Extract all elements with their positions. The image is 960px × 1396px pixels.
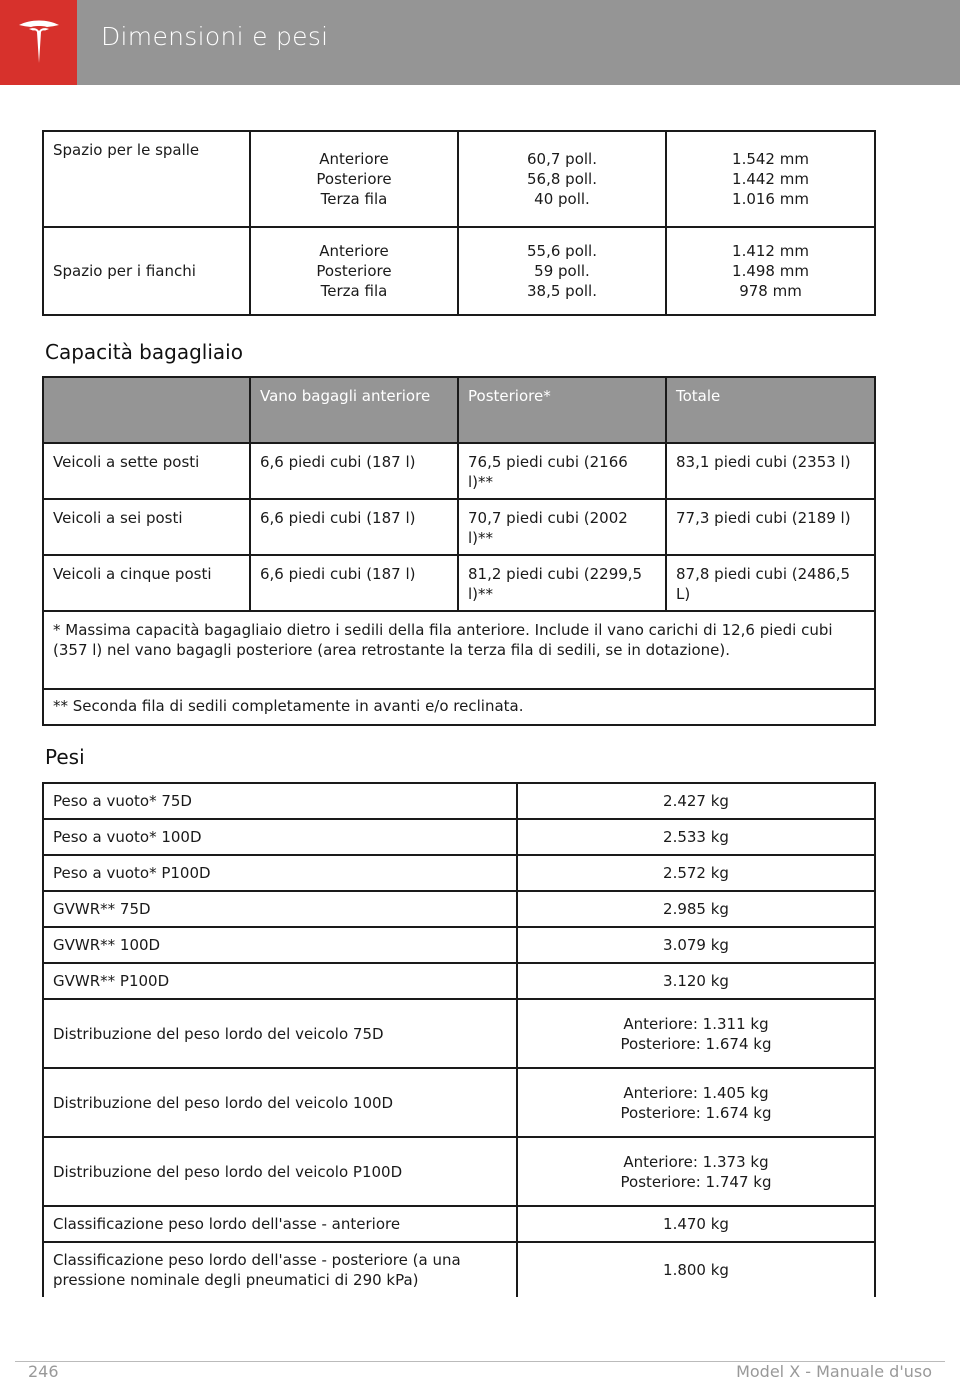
- cell-line: Posteriore: [316, 262, 392, 280]
- weight-label: GVWR** P100D: [43, 963, 517, 999]
- weight-value: [517, 999, 875, 1068]
- table-cell: 83,1 piedi cubi (2353 l): [666, 443, 875, 499]
- table-row: [43, 891, 875, 927]
- weight-value: [517, 1068, 875, 1137]
- tesla-logo: [0, 0, 77, 85]
- table-cell: Veicoli a sei posti: [43, 499, 250, 555]
- weight-value: 2.427 kg: [517, 783, 875, 819]
- table-row: [43, 999, 875, 1068]
- inches-cell: [458, 227, 666, 315]
- table-row: [43, 783, 875, 819]
- weights-table: [42, 782, 876, 1297]
- weight-value: 2.533 kg: [517, 819, 875, 855]
- cell-line: Posteriore: 1.747 kg: [620, 1172, 772, 1191]
- tesla-logo-icon: [17, 19, 61, 67]
- page-title: Dimensioni e pesi: [101, 22, 329, 51]
- table-row: [43, 227, 875, 315]
- weight-value: 2.985 kg: [517, 891, 875, 927]
- weight-label: Distribuzione del peso lordo del veicolo 75D: [43, 999, 517, 1068]
- table-row: [43, 819, 875, 855]
- cell-line: Anteriore: [319, 150, 389, 168]
- table-cell: 6,6 piedi cubi (187 l): [250, 555, 458, 611]
- mm-cell: [666, 131, 875, 227]
- weight-label: Classificazione peso lordo dell'asse - posteriore (a una pressione nominale degli pneumatici di 290 kPa): [43, 1242, 517, 1297]
- table-row: [43, 443, 875, 499]
- mm-cell: [666, 227, 875, 315]
- cell-line: Posteriore: 1.674 kg: [620, 1103, 772, 1122]
- interior-space-table: [42, 130, 876, 316]
- column-header: [43, 377, 250, 443]
- table-row: [43, 499, 875, 555]
- weight-label: Distribuzione del peso lordo del veicolo P100D: [43, 1137, 517, 1206]
- table-row: [43, 131, 875, 227]
- row-label: Spazio per i fianchi: [43, 227, 250, 315]
- cell-line: 55,6 poll.: [527, 242, 597, 260]
- cell-line: 978 mm: [739, 282, 802, 300]
- column-header: Totale: [666, 377, 875, 443]
- position-cell: [250, 131, 458, 227]
- page-number: 246: [28, 1362, 59, 1381]
- table-cell: 87,8 piedi cubi (2486,5 L): [666, 555, 875, 611]
- weight-label: Peso a vuoto* 100D: [43, 819, 517, 855]
- section-heading-capacity: Capacità bagagliaio: [45, 340, 243, 364]
- cell-line: 40 poll.: [534, 190, 590, 208]
- cell-line: Anteriore: 1.311 kg: [623, 1014, 769, 1033]
- table-row: [43, 1137, 875, 1206]
- table-row: [43, 555, 875, 611]
- cell-line: Terza fila: [320, 282, 388, 300]
- table-row: [43, 611, 875, 689]
- table-cell: Veicoli a cinque posti: [43, 555, 250, 611]
- weight-label: Classificazione peso lordo dell'asse - anteriore: [43, 1206, 517, 1242]
- footnote: * Massima capacità bagagliaio dietro i sedili della fila anteriore. Include il vano carichi di 12,6 piedi cubi (357 l) nel vano bagagli posteriore (area retrostante la terza fila di sedili, se in dotazione).: [43, 611, 875, 689]
- luggage-capacity-table: [42, 376, 876, 726]
- cell-line: 60,7 poll.: [527, 150, 597, 168]
- table-row: [43, 1068, 875, 1137]
- table-header-row: [43, 377, 875, 443]
- table-row: [43, 1242, 875, 1297]
- table-row: [43, 689, 875, 725]
- weight-value: 3.120 kg: [517, 963, 875, 999]
- cell-line: Anteriore: 1.373 kg: [623, 1152, 769, 1171]
- row-label: Spazio per le spalle: [43, 131, 250, 227]
- column-header: Vano bagagli anteriore: [250, 377, 458, 443]
- manual-title: Model X - Manuale d'uso: [736, 1362, 932, 1381]
- weight-value: 2.572 kg: [517, 855, 875, 891]
- cell-line: Anteriore: 1.405 kg: [623, 1083, 769, 1102]
- table-cell: Veicoli a sette posti: [43, 443, 250, 499]
- table-row: [43, 855, 875, 891]
- cell-line: 56,8 poll.: [527, 170, 597, 188]
- cell-line: Anteriore: [319, 242, 389, 260]
- table-cell: 6,6 piedi cubi (187 l): [250, 499, 458, 555]
- cell-line: 1.412 mm: [732, 242, 809, 260]
- cell-line: Posteriore: [316, 170, 392, 188]
- cell-line: 1.542 mm: [732, 150, 809, 168]
- table-row: [43, 927, 875, 963]
- weight-value: 1.470 kg: [517, 1206, 875, 1242]
- table-cell: 81,2 piedi cubi (2299,5 l)**: [458, 555, 666, 611]
- cell-line: 1.498 mm: [732, 262, 809, 280]
- cell-line: 1.016 mm: [732, 190, 809, 208]
- table-cell: 76,5 piedi cubi (2166 l)**: [458, 443, 666, 499]
- footnote: ** Seconda fila di sedili completamente in avanti e/o reclinata.: [43, 689, 875, 725]
- table-row: [43, 1206, 875, 1242]
- weight-value: [517, 1137, 875, 1206]
- weight-label: GVWR** 75D: [43, 891, 517, 927]
- weight-value: 3.079 kg: [517, 927, 875, 963]
- weight-value: 1.800 kg: [517, 1242, 875, 1297]
- cell-line: Terza fila: [320, 190, 388, 208]
- inches-cell: [458, 131, 666, 227]
- table-cell: 6,6 piedi cubi (187 l): [250, 443, 458, 499]
- weight-label: Distribuzione del peso lordo del veicolo 100D: [43, 1068, 517, 1137]
- cell-line: 38,5 poll.: [527, 282, 597, 300]
- cell-line: Posteriore: 1.674 kg: [620, 1034, 772, 1053]
- column-header: Posteriore*: [458, 377, 666, 443]
- cell-line: 1.442 mm: [732, 170, 809, 188]
- table-row: [43, 963, 875, 999]
- weight-label: GVWR** 100D: [43, 927, 517, 963]
- cell-line: 59 poll.: [534, 262, 590, 280]
- table-cell: 70,7 piedi cubi (2002 l)**: [458, 499, 666, 555]
- position-cell: [250, 227, 458, 315]
- weight-label: Peso a vuoto* P100D: [43, 855, 517, 891]
- weight-label: Peso a vuoto* 75D: [43, 783, 517, 819]
- table-cell: 77,3 piedi cubi (2189 l): [666, 499, 875, 555]
- section-heading-weights: Pesi: [45, 745, 85, 769]
